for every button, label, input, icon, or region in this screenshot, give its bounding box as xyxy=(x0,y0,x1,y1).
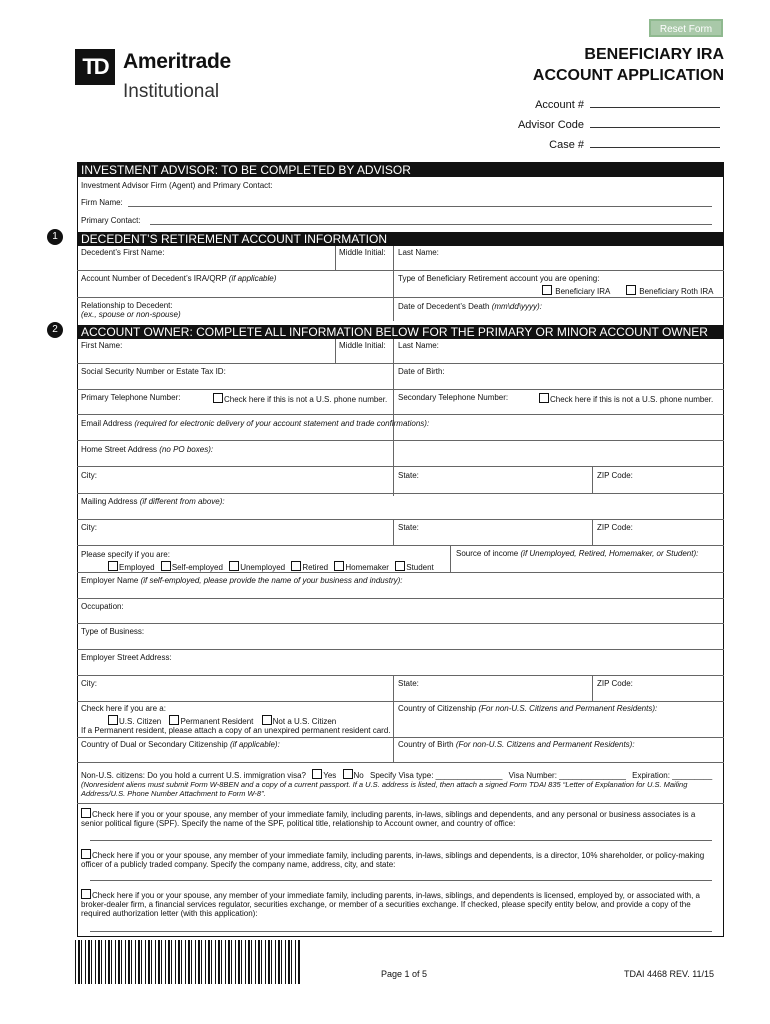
logo-name: Ameritrade xyxy=(123,50,231,73)
visa-yes-checkbox[interactable]: Yes xyxy=(312,771,336,780)
row-divider xyxy=(77,389,724,390)
mailing-address-field[interactable]: Mailing Address (if different from above): xyxy=(81,497,225,506)
row-divider xyxy=(77,737,724,738)
email-field[interactable]: Email Address (required for electronic delivery of your account statement and trade confirmations): xyxy=(81,419,430,428)
employer-zip-field[interactable]: ZIP Code: xyxy=(597,679,633,688)
row-divider xyxy=(77,649,724,650)
spf-input[interactable] xyxy=(90,840,712,841)
employer-address-field[interactable]: Employer Street Address: xyxy=(81,653,172,662)
row-divider xyxy=(77,493,724,494)
ssn-field[interactable]: Social Security Number or Estate Tax ID: xyxy=(81,367,226,376)
row-divider xyxy=(77,572,724,573)
beneficiary-type-label: Type of Beneficiary Retirement account you are opening: xyxy=(398,274,600,283)
divider xyxy=(592,519,593,545)
reset-form-button[interactable]: Reset Form xyxy=(649,19,723,37)
case-number-field[interactable]: Case # xyxy=(549,137,720,151)
visa-note: (Nonresident aliens must submit Form W-8BEN and a copy of a current passport. If a U.S. address is listed, then attach a signed Form TDAI 835 “Letter of Explanation for U.S. Mailing Address/U.S. Phone Number Attachment to Form W-8”. xyxy=(81,780,688,798)
firm-name-input[interactable] xyxy=(128,206,712,207)
divider xyxy=(393,519,394,545)
visa-question: Non-U.S. citizens: Do you hold a current U.S. immigration visa? Yes No Specify Visa type: _______________ Visa Number: _______________ Expiration: _________ xyxy=(81,771,713,780)
row-divider xyxy=(77,598,724,599)
td-logo-icon: TD xyxy=(75,49,115,85)
director-checkbox[interactable]: Check here if you or your spouse, any member of your immediate family, including parents, in-laws, siblings and dependents, is a director, 10% shareholder, or policy-making officer of a publicly traded company. Specify the company name, address, city, and state: xyxy=(81,851,705,869)
divider xyxy=(592,675,593,701)
divider xyxy=(393,246,394,270)
self-employed-checkbox[interactable]: Self-employed xyxy=(161,563,223,572)
barcode-icon xyxy=(75,940,300,984)
country-of-citizenship-field[interactable]: Country of Citizenship (For non-U.S. Citizens and Permanent Residents): xyxy=(398,704,658,713)
page-number: Page 1 of 5 xyxy=(381,969,428,979)
last-name-field[interactable]: Last Name: xyxy=(398,341,439,350)
primary-contact-label: Primary Contact: xyxy=(81,216,141,225)
mailing-zip-field[interactable]: ZIP Code: xyxy=(597,523,633,532)
section-2-heading: ACCOUNT OWNER: COMPLETE ALL INFORMATION BELOW FOR THE PRIMARY OR MINOR ACCOUNT OWNER xyxy=(77,325,724,339)
middle-initial-field[interactable]: Middle Initial: xyxy=(339,341,386,350)
divider xyxy=(335,339,336,363)
retired-checkbox[interactable]: Retired xyxy=(291,563,328,572)
mailing-city-field[interactable]: City: xyxy=(81,523,97,532)
row-divider xyxy=(77,270,724,271)
row-divider xyxy=(77,623,724,624)
employment-status-label: Please specify if you are: xyxy=(81,550,170,559)
broker-dealer-input[interactable] xyxy=(90,931,712,932)
broker-dealer-checkbox[interactable]: Check here if you or your spouse, any member of your immediate family, including parents, in-laws, siblings, and dependents is licensed, employed by, or associated with, a broker-dealer firm, a financial services regulator, securities exchange, or member of a securities exchange. If checked, please specify entity below, and provide a copy of the required authorization letter (with this application): xyxy=(81,891,701,918)
beneficiary-roth-ira-checkbox[interactable]: Beneficiary Roth IRA xyxy=(626,285,714,297)
form-title xyxy=(533,44,724,86)
us-citizen-checkbox[interactable]: U.S. Citizen xyxy=(108,717,161,726)
relationship-field[interactable]: Relationship to Decedent: (ex., spouse or non-spouse) xyxy=(81,301,181,319)
divider xyxy=(450,545,451,572)
primary-contact-input[interactable] xyxy=(150,224,712,225)
visa-number-field[interactable]: Visa Number: _______________ xyxy=(508,771,626,780)
home-city-field[interactable]: City: xyxy=(81,471,97,480)
advisor-code-field[interactable]: Advisor Code xyxy=(518,117,720,131)
spf-checkbox[interactable]: Check here if you or your spouse, any member of your immediate family, including parents, in-laws, siblings and dependents, and any personal or business associates is a senior political figure (SPF). Specify the name of the SPF, political title, relationship to Account owner, and country of office: xyxy=(81,810,696,828)
permanent-resident-note: If a Permanent resident, please attach a copy of an unexpired permanent resident card. xyxy=(81,726,391,735)
firm-agent-label: Investment Advisor Firm (Agent) and Primary Contact: xyxy=(81,181,273,190)
divider xyxy=(393,270,394,321)
row-divider xyxy=(77,414,724,415)
row-divider xyxy=(77,701,724,702)
director-input[interactable] xyxy=(90,880,712,881)
decedent-last-name-field[interactable]: Last Name: xyxy=(398,248,439,257)
row-divider xyxy=(77,762,724,763)
employed-checkbox[interactable]: Employed xyxy=(108,563,155,572)
date-of-birth-field[interactable]: Date of Birth: xyxy=(398,367,445,376)
logo-subtitle: Institutional xyxy=(123,81,220,102)
country-of-birth-field[interactable]: Country of Birth (For non-U.S. Citizens and Permanent Residents): xyxy=(398,740,635,749)
homemaker-checkbox[interactable]: Homemaker xyxy=(334,563,389,572)
row-divider xyxy=(77,803,724,804)
section-2-number: 2 xyxy=(47,322,63,338)
row-divider xyxy=(77,363,724,364)
title-line-1: BENEFICIARY IRA xyxy=(584,46,724,63)
visa-type-field[interactable]: Specify Visa type: _______________ xyxy=(369,771,503,780)
advisor-section-heading: INVESTMENT ADVISOR: TO BE COMPLETED BY ADVISOR xyxy=(77,163,724,177)
form-id: TDAI 4468 REV. 11/15 xyxy=(624,969,715,979)
permanent-resident-checkbox[interactable]: Permanent Resident xyxy=(169,717,253,726)
row-divider xyxy=(77,440,724,441)
visa-expiration-field[interactable]: Expiration: _________ xyxy=(632,771,713,780)
primary-not-us-phone-checkbox[interactable]: Check here if this is not a U.S. phone number. xyxy=(213,393,387,405)
account-number-field[interactable]: Account # xyxy=(535,97,720,111)
first-name-field[interactable]: First Name: xyxy=(81,341,123,350)
secondary-not-us-phone-checkbox[interactable]: Check here if this is not a U.S. phone number. xyxy=(539,393,713,405)
student-checkbox[interactable]: Student xyxy=(395,563,434,572)
row-divider xyxy=(77,466,724,467)
employer-state-field[interactable]: State: xyxy=(398,679,419,688)
row-divider xyxy=(77,519,724,520)
title-line-2: ACCOUNT APPLICATION xyxy=(532,67,724,84)
unemployed-checkbox[interactable]: Unemployed xyxy=(229,563,285,572)
occupation-field[interactable]: Occupation: xyxy=(81,602,124,611)
not-us-citizen-checkbox[interactable]: Not a U.S. Citizen xyxy=(262,717,337,726)
home-zip-field[interactable]: ZIP Code: xyxy=(597,471,633,480)
decedent-first-name-field[interactable]: Decedent’s First Name: xyxy=(81,248,165,257)
mailing-state-field[interactable]: State: xyxy=(398,523,419,532)
dual-citizenship-field[interactable]: Country of Dual or Secondary Citizenship (if applicable): xyxy=(81,740,280,749)
row-divider xyxy=(77,545,724,546)
divider xyxy=(592,466,593,493)
beneficiary-ira-checkbox[interactable]: Beneficiary IRA xyxy=(542,285,610,297)
home-state-field[interactable]: State: xyxy=(398,471,419,480)
source-of-income-field[interactable]: Source of income (if Unemployed, Retired, Homemaker, or Student): xyxy=(456,549,699,558)
employer-city-field[interactable]: City: xyxy=(81,679,97,688)
secondary-phone-field[interactable]: Secondary Telephone Number: xyxy=(398,393,509,402)
divider xyxy=(335,246,336,270)
date-of-death-field[interactable]: Date of Decedent’s Death (mm\dd\yyyy): xyxy=(398,302,542,311)
divider xyxy=(393,675,394,762)
primary-phone-field[interactable]: Primary Telephone Number: xyxy=(81,393,181,402)
home-address-field[interactable]: Home Street Address (no PO boxes): xyxy=(81,445,214,454)
section-1-heading: DECEDENT’S RETIREMENT ACCOUNT INFORMATION xyxy=(77,232,724,246)
row-divider xyxy=(77,675,724,676)
citizen-status-label: Check here if you are a: xyxy=(81,704,166,713)
firm-name-label: Firm Name: xyxy=(81,198,123,207)
row-divider xyxy=(77,297,724,298)
decedent-account-number-field[interactable]: Account Number of Decedent’s IRA/QRP (if applicable) xyxy=(81,274,277,283)
type-of-business-field[interactable]: Type of Business: xyxy=(81,627,145,636)
section-1-number: 1 xyxy=(47,229,63,245)
visa-no-checkbox[interactable]: No xyxy=(343,771,364,780)
decedent-middle-initial-field[interactable]: Middle Initial: xyxy=(339,248,386,257)
employer-name-field[interactable]: Employer Name (if self-employed, please provide the name of your business and industry): xyxy=(81,576,403,585)
